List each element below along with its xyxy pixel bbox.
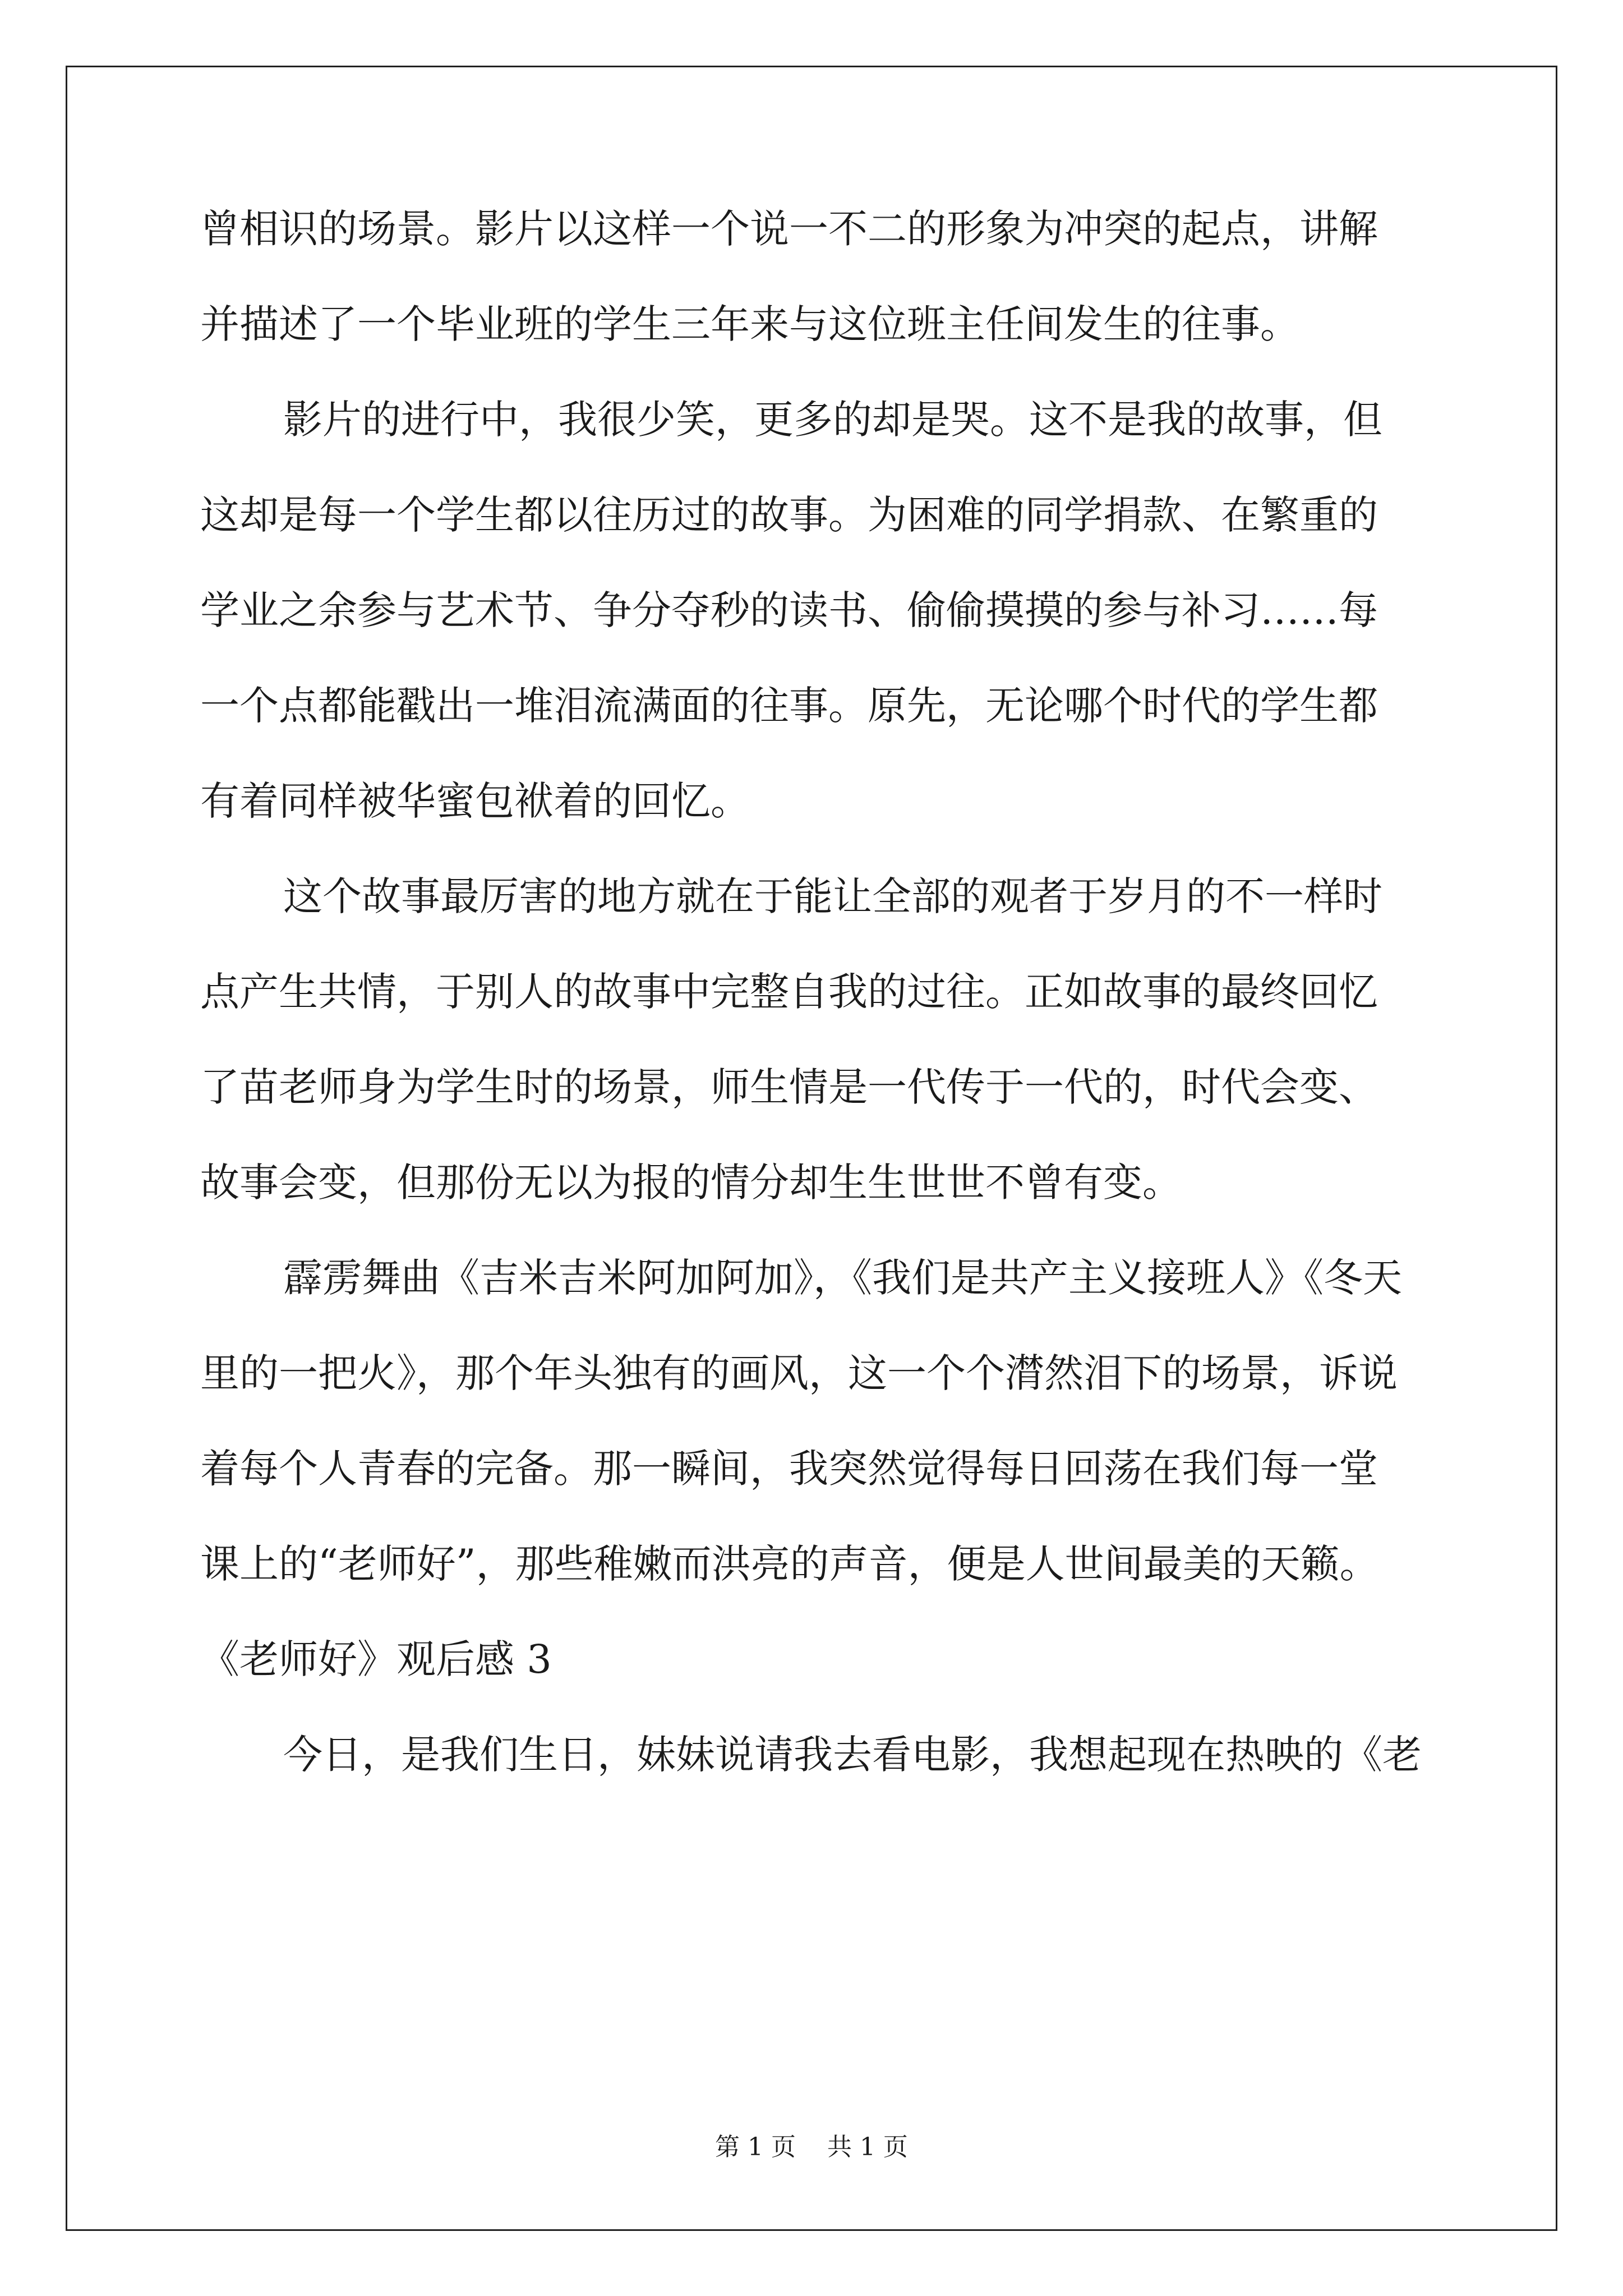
text-line: 一个点都能戳出一堆泪流满面的往事。原先，无论哪个时代的学生都 (200, 683, 1378, 729)
paragraph-start-line: 这个故事最厉害的地方就在于能让全部的观者于岁月的不一样时 (283, 873, 1382, 919)
paragraph-start-line: 影片的进行中，我很少笑，更多的却是哭。这不是我的故事，但 (283, 397, 1382, 443)
text-line: 课上的“老师好”，那些稚嫩而洪亮的声音，便是人世间最美的天籁。 (200, 1541, 1379, 1587)
text-line: 曾相识的场景。影片以这样一个说一不二的形象为冲突的起点，讲解 (200, 206, 1378, 252)
text-line: 点产生共情，于别人的故事中完整自我的过往。正如故事的最终回忆 (200, 969, 1378, 1015)
section-heading: 《老师好》观后感 3 (200, 1636, 552, 1682)
page-footer: 第 1 页 共 1 页 (715, 2133, 908, 2161)
text-line: 着每个人青春的完备。那一瞬间，我突然觉得每日回荡在我们每一堂 (200, 1446, 1378, 1492)
text-line: 有着同样被华蜜包袱着的回忆。 (200, 778, 750, 824)
text-line: 并描述了一个毕业班的学生三年来与这位班主任间发生的往事。 (200, 301, 1299, 347)
document-body (200, 202, 1434, 1823)
text-line: 故事会变，但那份无以为报的情分却生生世世不曾有变。 (200, 1159, 1182, 1205)
text-line: 学业之余参与艺术节、争分夺秒的读书、偷偷摸摸的参与补习……每 (200, 587, 1378, 633)
paragraph-start-line: 霹雳舞曲《吉米吉米阿加阿加》，《我们是共产主义接班人》《冬天 (283, 1255, 1402, 1301)
paragraph-start-line: 今日，是我们生日，妹妹说请我去看电影，我想起现在热映的《老 (283, 1732, 1422, 1778)
text-line: 里的一把火》，那个年头独有的画风，这一个个潸然泪下的场景，诉说 (200, 1350, 1398, 1396)
text-line: 这却是每一个学生都以往历过的故事。为困难的同学捐款、在繁重的 (200, 492, 1378, 538)
text-line: 了苗老师身为学生时的场景，师生情是一代传于一代的，时代会变、 (200, 1064, 1378, 1110)
